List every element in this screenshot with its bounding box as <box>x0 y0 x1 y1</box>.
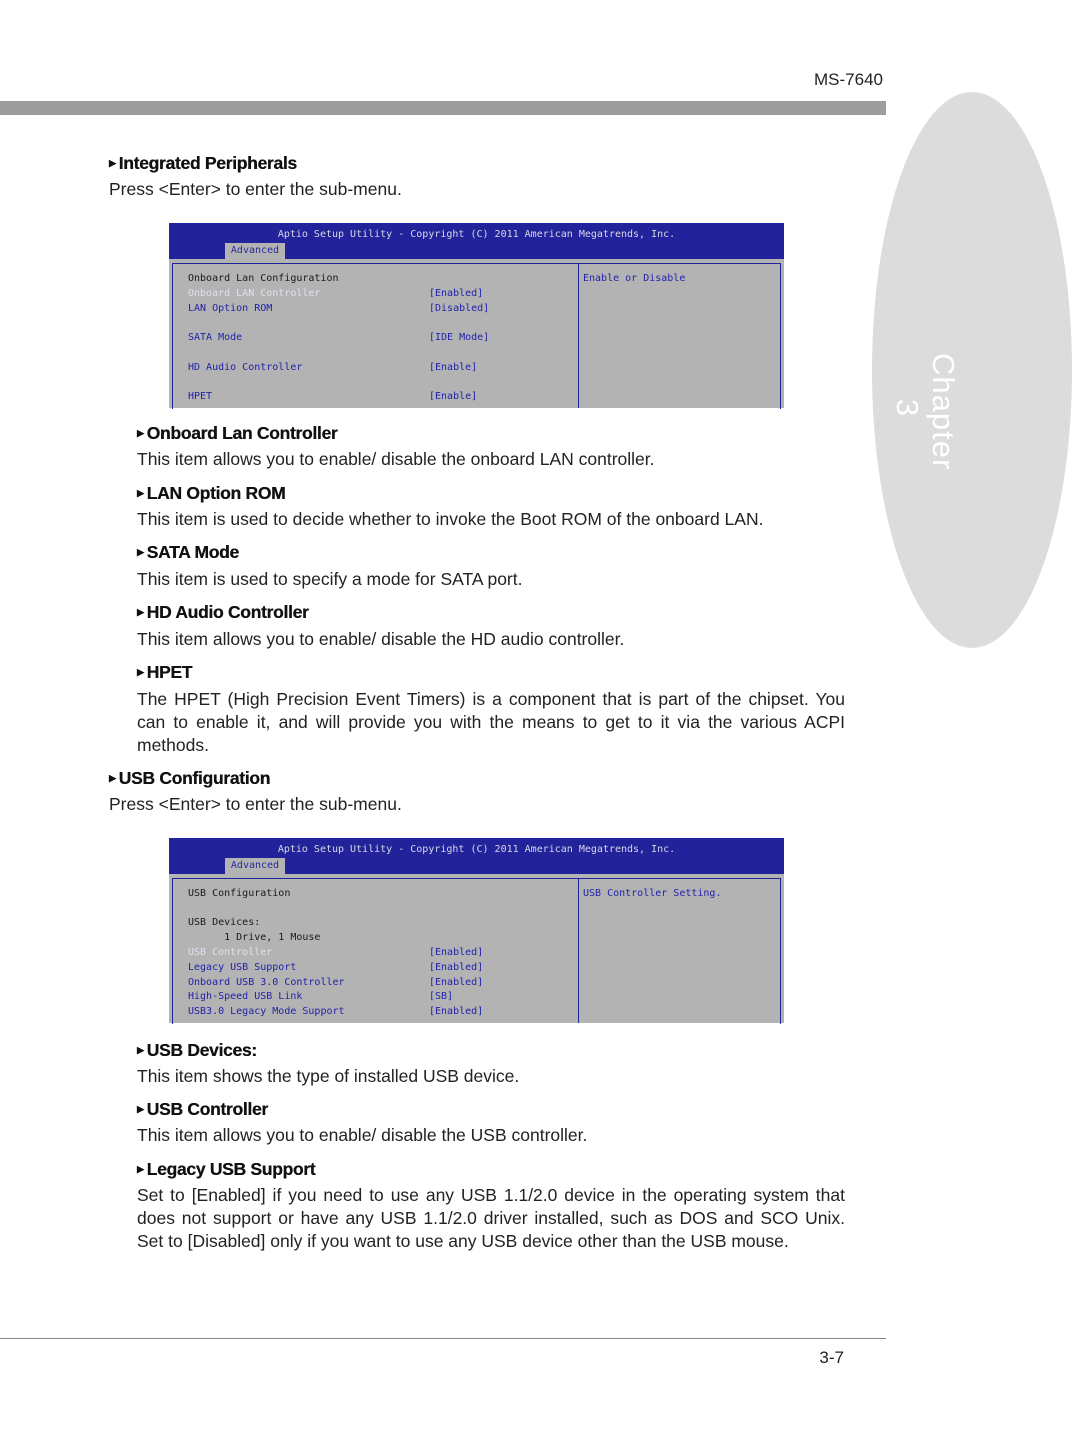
desc-hd-audio-controller: This item allows you to enable/ disable the HD audio controller. <box>137 629 625 649</box>
desc-usb-devices: This item shows the type of installed USB device. <box>137 1066 520 1086</box>
desc-onboard-lan-controller: This item allows you to enable/ disable the onboard LAN controller. <box>137 449 655 469</box>
bios-tab-advanced[interactable]: Advanced <box>225 858 285 874</box>
bios-help-text: USB Controller Setting. <box>583 888 722 899</box>
bullet-triangle-icon: ▶ <box>109 773 116 783</box>
bullet-triangle-icon: ▶ <box>137 488 144 498</box>
heading-usb-controller: ▶ USB Controller <box>137 1099 268 1119</box>
bios-title: Aptio Setup Utility - Copyright (C) 2011 American Megatrends, Inc. <box>277 229 676 240</box>
desc-usb-configuration: Press <Enter> to enter the sub-menu. <box>109 794 402 814</box>
heading-integrated-peripherals: ▶ Integrated Peripherals <box>109 153 297 173</box>
chapter-tab-label: Chapter 3 <box>890 353 961 471</box>
bios-screen-integrated: Aptio Setup Utility - Copyright (C) 2011 American Megatrends, Inc. Advanced Onboard Lan Configuration Onboard LAN Controller [Enabled] LAN Option ROM [Disabled] SATA Mode [IDE Mode] HD Audio Controller [Enable] HPET [Enable] Enable or Disable <box>169 223 784 408</box>
desc-usb-controller: This item allows you to enable/ disable the USB controller. <box>137 1125 588 1145</box>
footer-line <box>0 1338 886 1339</box>
desc-legacy-usb-support: Set to [Enabled] if you need to use any USB 1.1/2.0 device in the operating system that does not support or have any USB 1.1/2.0 driver installed, such as DOS and SCO Unix. Set to [Disabled] only if you want to use any USB device other than the USB mouse. <box>137 1185 845 1251</box>
bios-divider <box>578 263 579 408</box>
bios-title: Aptio Setup Utility - Copyright (C) 2011 American Megatrends, Inc. <box>277 844 676 855</box>
heading-sata-mode: ▶ SATA Mode <box>137 542 239 562</box>
bullet-triangle-icon: ▶ <box>137 1164 144 1174</box>
desc-lan-option-rom: This item is used to decide whether to invoke the Boot ROM of the onboard LAN. <box>137 509 764 529</box>
bios-tab-advanced[interactable]: Advanced <box>225 243 285 259</box>
header-bar <box>0 101 886 115</box>
bios-screen-usb: Aptio Setup Utility - Copyright (C) 2011 American Megatrends, Inc. Advanced USB Configuration USB Devices: 1 Drive, 1 Mouse USB Controller [Enabled] Legacy USB Support [Enabled] Onboard USB 3.0 Controller [Enabled] High-Speed USB Link [SB] USB3.0 Legacy Mode Support [Enabled] USB Controller Setting. <box>169 838 784 1023</box>
page-number: 3-7 <box>819 1348 844 1367</box>
heading-hd-audio-controller: ▶ HD Audio Controller <box>137 602 309 622</box>
bios-title-bar <box>169 223 784 259</box>
desc-hpet: The HPET (High Precision Event Timers) is a component that is part of the chipset. You can to enable it, and will provide you with the means to get to it via the various ACPI methods. <box>137 689 845 755</box>
heading-legacy-usb-support: ▶ Legacy USB Support <box>137 1159 316 1179</box>
bullet-triangle-icon: ▶ <box>137 1045 144 1055</box>
heading-onboard-lan-controller: ▶ Onboard Lan Controller <box>137 423 338 443</box>
heading-lan-option-rom: ▶ LAN Option ROM <box>137 483 286 503</box>
bios-title-bar <box>169 838 784 874</box>
model-number: MS-7640 <box>814 70 883 89</box>
heading-usb-devices: ▶ USB Devices: <box>137 1040 257 1060</box>
desc-integrated-peripherals: Press <Enter> to enter the sub-menu. <box>109 179 402 199</box>
bullet-triangle-icon: ▶ <box>137 547 144 557</box>
bullet-triangle-icon: ▶ <box>137 667 144 677</box>
bios-help-text: Enable or Disable <box>583 273 686 284</box>
heading-usb-configuration: ▶ USB Configuration <box>109 768 271 788</box>
desc-sata-mode: This item is used to specify a mode for SATA port. <box>137 569 523 589</box>
bullet-triangle-icon: ▶ <box>137 607 144 617</box>
bios-divider <box>578 878 579 1023</box>
bullet-triangle-icon: ▶ <box>137 1104 144 1114</box>
bullet-triangle-icon: ▶ <box>109 158 116 168</box>
heading-hpet: ▶ HPET <box>137 662 193 682</box>
bullet-triangle-icon: ▶ <box>137 428 144 438</box>
